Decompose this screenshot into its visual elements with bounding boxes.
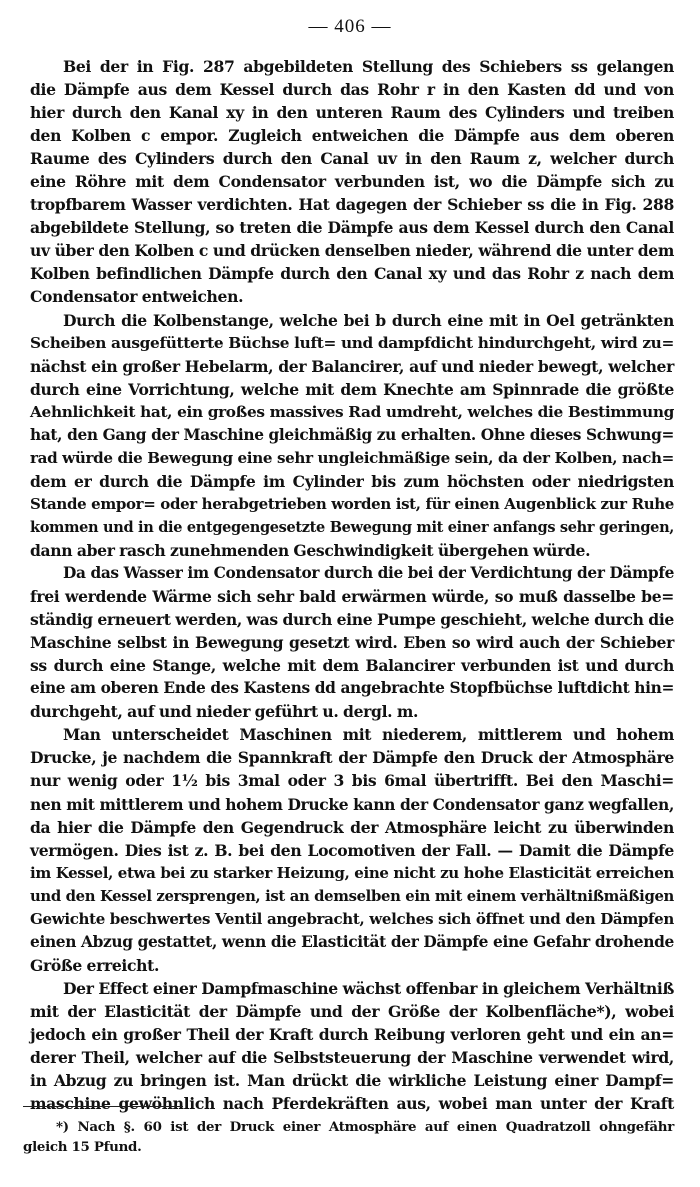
text-line: maschine gewöhnlich nach Pferdekräften aus, wobei man unter der Kraft	[30, 1094, 674, 1114]
text-line: dem er durch die Dämpfe im Cylinder bis zum höchsten oder niedrigsten	[30, 471, 674, 491]
text-line: und den Kessel zersprengen, ist an demselben ein mit einem verhältnißmäßigen	[30, 887, 674, 905]
text-line: die Dämpfe aus dem Kessel durch das Rohr r in den Kasten dd und von	[30, 80, 674, 100]
text-line: im Kessel, etwa bei zu starker Heizung, eine nicht zu hohe Elasticität erreichen	[30, 863, 674, 882]
text-line: dann aber rasch zunehmenden Geschwindigkeit übergehen würde.	[30, 540, 591, 560]
text-line: den Kolben c empor. Zugleich entweichen die Dämpfe aus dem oberen	[30, 126, 674, 146]
text-line: rad würde die Bewegung eine sehr ungleichmäßige sein, da der Kolben, nach=	[30, 448, 674, 467]
paragraph-2	[30, 309, 674, 563]
text-line: da hier die Dämpfe den Gegendruck der Atmosphäre leicht zu überwinden	[30, 817, 674, 837]
text-line: Drucke, je nachdem die Spannkraft der Dämpfe den Druck der Atmosphäre	[30, 748, 674, 768]
text-line: Scheiben ausgefütterte Büchse luft= und dampfdicht hindurchgeht, wird zu=	[30, 333, 674, 352]
text-line: durchgeht, auf und nieder geführt u. dergl. m.	[30, 702, 419, 722]
text-line: vermögen. Dies ist z. B. bei den Locomotiven der Fall. — Damit die Dämpfe	[30, 840, 674, 860]
text-line: Gewichte beschwertes Ventil angebracht, welches sich öffnet und den Dämpfen	[30, 909, 674, 928]
text-line: nur wenig oder 1½ bis 3mal oder 3 bis 6mal übertrifft. Bei den Maschi=	[30, 771, 674, 791]
text-line: Kolben befindlichen Dämpfe durch den Canal xy und das Rohr z nach dem	[30, 264, 674, 284]
text-line: ss durch eine Stange, welche mit dem Balancirer verbunden ist und durch	[30, 656, 674, 676]
text-line: tropfbarem Wasser verdichten. Hat dagegen der Schieber ss die in Fig. 288	[30, 195, 674, 215]
text-line: einen Abzug gestattet, wenn die Elasticität der Dämpfe eine Gefahr drohende	[30, 932, 674, 951]
page-number: — 406 —	[308, 16, 392, 37]
text-line: ständig erneuert werden, was durch eine Pumpe geschieht, welche durch die	[30, 610, 674, 630]
paragraph-1	[30, 55, 674, 309]
text-line: Durch die Kolbenstange, welche bei b durch eine mit in Oel getränkten	[63, 310, 674, 330]
text-line: Man unterscheidet Maschinen mit niederem, mittlerem und hohem	[63, 725, 674, 745]
text-line: Da das Wasser im Condensator durch die bei der Verdichtung der Dämpfe	[63, 564, 674, 583]
text-line: Bei der in Fig. 287 abgebildeten Stellung des Schiebers ss gelangen	[63, 57, 674, 76]
text-line: Raume des Cylinders durch den Canal uv in den Raum z, welcher durch	[30, 149, 674, 169]
text-line: derer Theil, welcher auf die Selbststeuerung der Maschine verwendet wird,	[30, 1048, 674, 1068]
body-text	[30, 55, 674, 1115]
text-line: nächst ein großer Hebelarm, der Balancirer, auf und nieder bewegt, welcher	[30, 356, 674, 376]
text-line: durch eine Vorrichtung, welche mit dem Knechte am Spinnrade die größte	[30, 379, 674, 399]
text-line: jedoch ein großer Theil der Kraft durch Reibung verloren geht und ein an=	[30, 1024, 674, 1044]
text-line: Der Effect einer Dampfmaschine wächst offenbar in gleichem Verhältniß	[63, 978, 674, 998]
paragraph-5	[30, 977, 674, 1115]
text-line: Condensator entweichen.	[30, 287, 244, 307]
text-line: Aehnlichkeit hat, ein großes massives Rad umdreht, welches die Bestimmung	[30, 402, 674, 421]
text-line: nen mit mittlerem und hohem Drucke kann der Condensator ganz wegfallen,	[30, 794, 674, 814]
text-line: eine Röhre mit dem Condensator verbunden ist, wo die Dämpfe sich zu	[30, 172, 674, 192]
text-line: mit der Elasticität der Dämpfe und der Größe der Kolbenfläche*), wobei	[30, 1001, 674, 1021]
paragraph-3	[30, 562, 674, 723]
text-line: Maschine selbst in Bewegung gesetzt wird. Eben so wird auch der Schieber	[30, 633, 674, 653]
text-line: hat, den Gang der Maschine gleichmäßig zu erhalten. Ohne dieses Schwung=	[30, 425, 674, 444]
footnote	[23, 1117, 674, 1157]
footnote-divider	[23, 1106, 183, 1107]
text-line: frei werdende Wärme sich sehr bald erwärmen würde, so muß dasselbe be=	[30, 587, 674, 607]
text-line: abgebildete Stellung, so treten die Dämpfe aus dem Kessel durch den Canal	[30, 218, 674, 238]
text-line: Stande empor= oder herabgetrieben worden ist, für einen Augenblick zur Ruhe	[30, 494, 674, 513]
text-line: uv über den Kolben c und drücken denselben nieder, während die unter dem	[30, 241, 674, 261]
text-line: in Abzug zu bringen ist. Man drückt die wirkliche Leistung einer Dampf=	[30, 1071, 674, 1091]
footnote-line: *) Nach §. 60 ist der Druck einer Atmosphäre auf einen Quadratzoll ohngefähr	[56, 1119, 674, 1135]
text-line: Größe erreicht.	[30, 955, 160, 975]
text-line: eine am oberen Ende des Kastens dd angebrachte Stopfbüchse luftdicht hin=	[30, 679, 674, 698]
text-line: hier durch den Kanal xy in den unteren Raum des Cylinders und treiben	[30, 103, 674, 123]
footnote-line: gleich 15 Pfund.	[23, 1139, 142, 1155]
text-line: kommen und in die entgegengesetzte Bewegung mit einer anfangs sehr geringen,	[30, 518, 674, 536]
paragraph-4	[30, 723, 674, 977]
